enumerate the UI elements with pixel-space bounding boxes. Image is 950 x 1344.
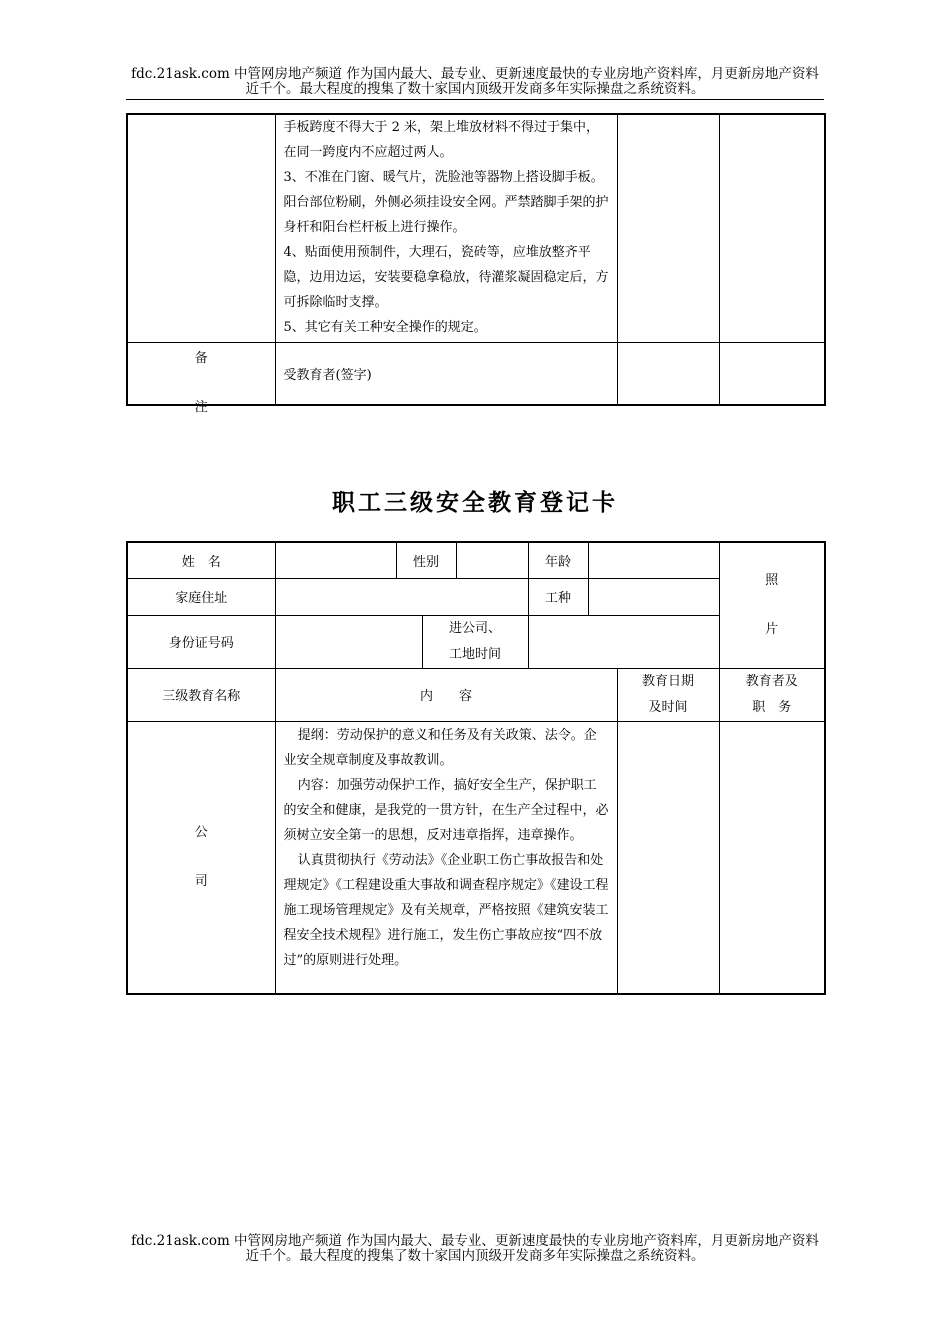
remarks-label-2: 注 (194, 400, 208, 415)
safety-rules-cell (275, 114, 617, 343)
education-date-header-1: 教育日期 (642, 673, 695, 689)
educator-header-1: 教育者及 (745, 673, 798, 689)
content-header: 内 容 (275, 668, 617, 721)
page-footer (126, 1234, 824, 1264)
gender-label: 性别 (396, 542, 456, 578)
job-label: 工种 (528, 578, 588, 615)
name-label: 姓 名 (127, 542, 275, 578)
photo-label-2: 片 (765, 622, 779, 638)
educator-header-2: 职 务 (752, 699, 792, 715)
page-title: 职工三级安全教育登记卡 (332, 490, 618, 516)
age-value-cell (588, 542, 719, 578)
education-date-header (617, 668, 719, 721)
address-value-cell (275, 578, 528, 615)
id-number-value-cell (275, 615, 422, 668)
education-level-2: 司 (194, 874, 208, 890)
previous-card-table (126, 113, 826, 415)
remarks-label-cell (127, 343, 275, 415)
header-line-1: fdc.21ask.com 中管网房地产频道 作为国内最大、最专业、更新速度最快的专业房地产资料库，月更新房地产资料 (131, 66, 819, 82)
education-level-cell (127, 721, 275, 994)
name-value-cell (275, 542, 396, 578)
rule-text: 4、贴面使用预制件，大理石，瓷砖等，应堆放整齐平隐，边用边运，安装要稳拿稳放，待灌浆凝固稳定后，方可拆除临时支撑。 (283, 245, 609, 310)
photo-label-1: 照 (765, 573, 779, 589)
age-label: 年龄 (528, 542, 588, 578)
signature-cell (275, 343, 617, 405)
education-content-cell (275, 721, 617, 994)
education-level-1: 公 (194, 825, 208, 841)
rule-text: 3、不准在门窗、暖气片，洗脸池等器物上搭设脚手板。阳台部位粉刷，外侧必须挂设安全网。严禁踏脚手架的护身杆和阳台栏杆板上进行操作。 (283, 170, 609, 235)
header-line-2: 近千个。最大程度的搜集了数十家国内顶级开发商多年实际操盘之系统资料。 (245, 81, 705, 97)
educator-cell (719, 721, 825, 994)
entry-time-label (422, 615, 528, 668)
empty-cell (719, 343, 825, 405)
empty-cell (719, 114, 825, 343)
empty-cell (617, 114, 719, 343)
entry-time-label-2: 工地时间 (449, 646, 502, 662)
footer-line-1: fdc.21ask.com 中管网房地产频道 作为国内最大、最专业、更新速度最快的专业房地产资料库，月更新房地产资料 (131, 1233, 819, 1249)
education-name-header: 三级教育名称 (127, 668, 275, 721)
address-label: 家庭住址 (127, 578, 275, 615)
gender-value-cell (456, 542, 528, 578)
id-number-label: 身份证号码 (127, 615, 275, 668)
education-date-header-2: 及时间 (648, 699, 688, 715)
entry-time-value-cell (528, 615, 719, 668)
footer-line-2: 近千个。最大程度的搜集了数十家国内顶级开发商多年实际操盘之系统资料。 (245, 1248, 705, 1264)
rule-text: 手板跨度不得大于 2 米，架上堆放材料不得过于集中，在同一跨度内不应超过两人。 (283, 120, 600, 160)
registration-card-table (126, 541, 826, 995)
empty-cell (127, 114, 275, 343)
content-paragraph: 认真贯彻执行《劳动法》《企业职工伤亡事故报告和处理规定》《工程建设重大事故和调查程序规定》《建设工程施工现场管理规定》及有关规章，严格按照《建筑安装工程安全技术规程》进行施工，发生伤亡事故应按“四不放过”的原则进行处理。 (283, 852, 609, 968)
content-paragraph: 内容：加强劳动保护工作，搞好安全生产，保护职工的安全和健康，是我党的一贯方针，在生产全过程中，必须树立安全第一的思想，反对违章指挥，违章操作。 (283, 777, 609, 843)
educator-header (719, 668, 825, 721)
empty-cell (617, 343, 719, 405)
education-date-cell (617, 721, 719, 994)
content-paragraph: 提纲：劳动保护的意义和任务及有关政策、法令。企业安全规章制度及事故教训。 (283, 727, 597, 768)
rule-text: 5、其它有关工种安全操作的规定。 (283, 320, 487, 335)
job-value-cell (588, 578, 719, 615)
photo-cell (719, 542, 825, 668)
page-header (126, 67, 824, 100)
signature-label: 受教育者(签字) (283, 367, 372, 383)
entry-time-label-1: 进公司、 (449, 620, 502, 636)
remarks-label-1: 备 (194, 351, 208, 366)
